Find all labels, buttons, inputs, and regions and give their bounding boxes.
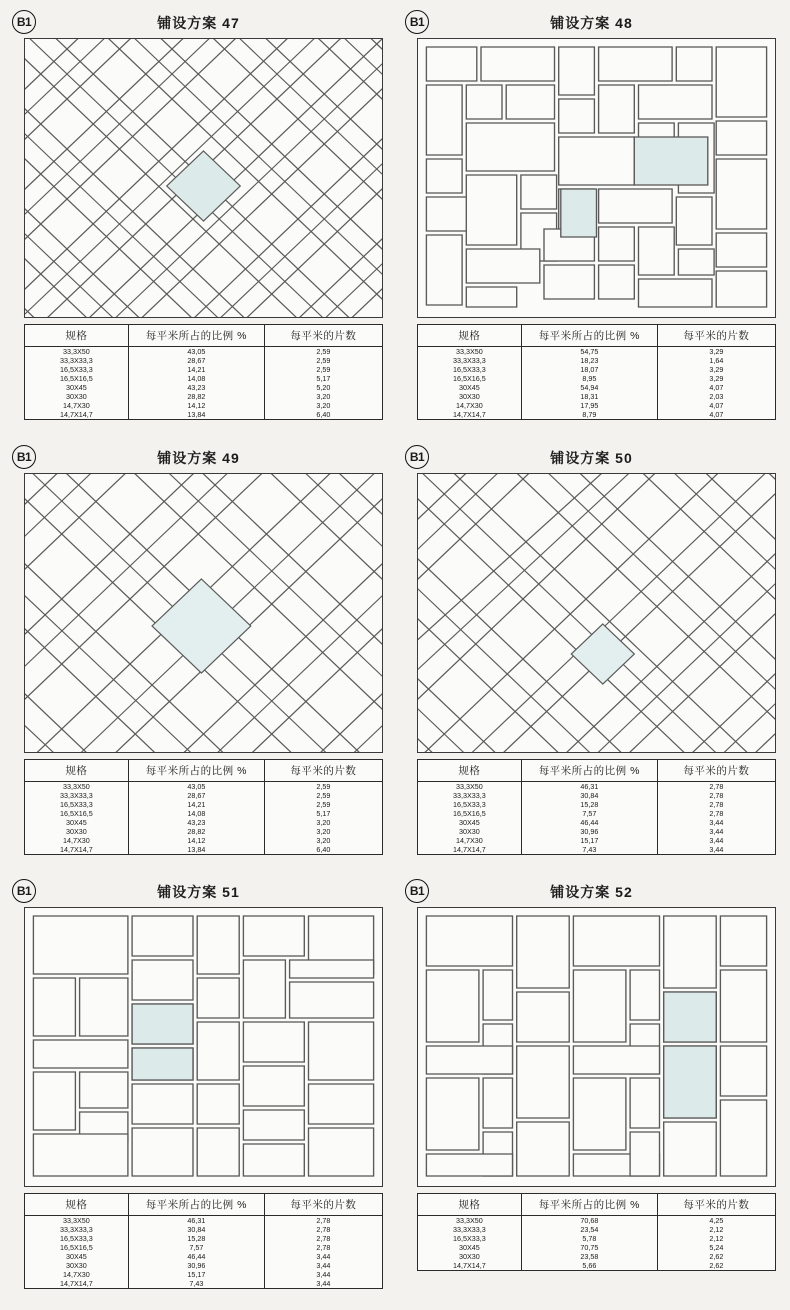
cell-spec: 14,7X30 bbox=[25, 401, 129, 410]
cell-ratio: 8,95 bbox=[521, 374, 657, 383]
cell-spec: 14,7X30 bbox=[418, 836, 522, 845]
col-spec: 规格 bbox=[25, 1194, 129, 1216]
cell-spec: 16,5X16,5 bbox=[25, 809, 129, 818]
col-ratio: 每平米所占的比例 % bbox=[128, 1194, 264, 1216]
cell-spec: 33,3X33,3 bbox=[418, 791, 522, 800]
table-row bbox=[25, 1243, 383, 1252]
cell-ratio: 13,84 bbox=[128, 410, 264, 420]
badge-b1: B1 bbox=[405, 10, 429, 34]
table-row bbox=[25, 1234, 383, 1243]
layout-panel bbox=[401, 10, 782, 431]
cell-count: 3,44 bbox=[657, 836, 775, 845]
table-row bbox=[418, 1261, 776, 1271]
layout-panel bbox=[8, 10, 389, 431]
cell-ratio: 14,21 bbox=[128, 365, 264, 374]
cell-spec: 33,3X33,3 bbox=[418, 356, 522, 365]
cell-spec: 30X30 bbox=[25, 1261, 129, 1270]
cell-count: 2,62 bbox=[657, 1252, 775, 1261]
cell-count: 2,03 bbox=[657, 392, 775, 401]
cell-ratio: 46,44 bbox=[521, 818, 657, 827]
cell-spec: 16,5X33,3 bbox=[418, 1234, 522, 1243]
layout-panel bbox=[8, 879, 389, 1300]
cell-count: 3,20 bbox=[264, 836, 382, 845]
badge-b1: B1 bbox=[405, 879, 429, 903]
table-row bbox=[25, 374, 383, 383]
panel-header bbox=[401, 445, 782, 471]
cell-count: 1,64 bbox=[657, 356, 775, 365]
cell-spec: 14,7X14,7 bbox=[25, 1279, 129, 1289]
page-title: 铺设方案 49 bbox=[157, 449, 240, 466]
cell-spec: 14,7X14,7 bbox=[25, 845, 129, 855]
spec-table bbox=[24, 324, 383, 420]
table-row bbox=[418, 781, 776, 791]
cell-spec: 16,5X16,5 bbox=[418, 374, 522, 383]
cell-ratio: 70,68 bbox=[521, 1216, 657, 1226]
panel-header bbox=[401, 879, 782, 905]
col-spec: 规格 bbox=[25, 759, 129, 781]
col-ratio: 每平米所占的比例 % bbox=[521, 1194, 657, 1216]
table-row bbox=[418, 845, 776, 855]
cell-count: 6,40 bbox=[264, 845, 382, 855]
cell-count: 3,44 bbox=[264, 1261, 382, 1270]
cell-spec: 33,3X33,3 bbox=[25, 1225, 129, 1234]
cell-count: 6,40 bbox=[264, 410, 382, 420]
table-row bbox=[25, 1261, 383, 1270]
cell-spec: 33,3X50 bbox=[418, 781, 522, 791]
cell-count: 2,78 bbox=[657, 781, 775, 791]
cell-spec: 14,7X30 bbox=[418, 401, 522, 410]
cell-ratio: 28,67 bbox=[128, 791, 264, 800]
col-ratio: 每平米所占的比例 % bbox=[128, 759, 264, 781]
col-ratio: 每平米所占的比例 % bbox=[128, 325, 264, 347]
page-title: 铺设方案 48 bbox=[550, 15, 633, 31]
cell-ratio: 15,28 bbox=[128, 1234, 264, 1243]
cell-count: 4,25 bbox=[657, 1216, 775, 1226]
cell-ratio: 43,05 bbox=[128, 781, 264, 791]
cell-count: 5,17 bbox=[264, 809, 382, 818]
cell-spec: 30X30 bbox=[418, 827, 522, 836]
layout-panel bbox=[401, 445, 782, 866]
cell-ratio: 23,54 bbox=[521, 1225, 657, 1234]
cell-ratio: 8,79 bbox=[521, 410, 657, 420]
table-row bbox=[418, 410, 776, 420]
col-spec: 规格 bbox=[418, 325, 522, 347]
cell-ratio: 7,57 bbox=[521, 809, 657, 818]
col-count: 每平米的片数 bbox=[264, 325, 382, 347]
col-ratio: 每平米所占的比例 % bbox=[521, 325, 657, 347]
cell-spec: 14,7X30 bbox=[25, 1270, 129, 1279]
table-row bbox=[25, 401, 383, 410]
cell-count: 3,44 bbox=[264, 1279, 382, 1289]
cell-spec: 33,3X50 bbox=[25, 347, 129, 357]
cell-count: 5,17 bbox=[264, 374, 382, 383]
table-row bbox=[418, 356, 776, 365]
cell-count: 2,78 bbox=[657, 809, 775, 818]
cell-count: 3,20 bbox=[264, 401, 382, 410]
cell-count: 2,59 bbox=[264, 365, 382, 374]
cell-ratio: 14,12 bbox=[128, 401, 264, 410]
cell-spec: 33,3X33,3 bbox=[25, 356, 129, 365]
pattern-diagram bbox=[417, 907, 776, 1187]
cell-ratio: 5,66 bbox=[521, 1261, 657, 1271]
cell-count: 4,07 bbox=[657, 410, 775, 420]
cell-ratio: 28,82 bbox=[128, 392, 264, 401]
table-row bbox=[25, 827, 383, 836]
cell-count: 2,78 bbox=[264, 1225, 382, 1234]
table-row bbox=[418, 1243, 776, 1252]
panel-header bbox=[8, 10, 389, 36]
cell-count: 3,29 bbox=[657, 347, 775, 357]
col-count: 每平米的片数 bbox=[657, 1194, 775, 1216]
table-row bbox=[25, 383, 383, 392]
cell-count: 4,07 bbox=[657, 401, 775, 410]
cell-spec: 33,3X50 bbox=[25, 1216, 129, 1226]
cell-ratio: 54,94 bbox=[521, 383, 657, 392]
cell-count: 3,29 bbox=[657, 365, 775, 374]
cell-spec: 33,3X50 bbox=[418, 1216, 522, 1226]
cell-ratio: 15,17 bbox=[521, 836, 657, 845]
col-count: 每平米的片数 bbox=[657, 325, 775, 347]
table-row bbox=[25, 809, 383, 818]
cell-ratio: 18,07 bbox=[521, 365, 657, 374]
cell-ratio: 14,21 bbox=[128, 800, 264, 809]
cell-spec: 14,7X14,7 bbox=[418, 845, 522, 855]
cell-spec: 14,7X14,7 bbox=[418, 1261, 522, 1271]
layout-panel bbox=[8, 445, 389, 866]
cell-spec: 30X45 bbox=[418, 1243, 522, 1252]
cell-spec: 16,5X16,5 bbox=[25, 1243, 129, 1252]
table-row bbox=[25, 1279, 383, 1289]
col-spec: 规格 bbox=[418, 1194, 522, 1216]
col-count: 每平米的片数 bbox=[657, 759, 775, 781]
badge-b1: B1 bbox=[12, 10, 36, 34]
badge-b1: B1 bbox=[12, 879, 36, 903]
cell-count: 3,20 bbox=[264, 827, 382, 836]
table-row bbox=[25, 1225, 383, 1234]
cell-ratio: 7,43 bbox=[521, 845, 657, 855]
cell-spec: 33,3X33,3 bbox=[25, 791, 129, 800]
cell-count: 3,44 bbox=[657, 845, 775, 855]
table-row bbox=[418, 1225, 776, 1234]
badge-b1: B1 bbox=[405, 445, 429, 469]
table-row bbox=[418, 1216, 776, 1226]
page-title: 铺设方案 47 bbox=[157, 15, 240, 31]
cell-spec: 14,7X14,7 bbox=[418, 410, 522, 420]
pattern-diagram bbox=[24, 473, 383, 753]
cell-spec: 16,5X33,3 bbox=[418, 365, 522, 374]
cell-count: 2,59 bbox=[264, 781, 382, 791]
panel-header bbox=[8, 445, 389, 471]
cell-ratio: 14,08 bbox=[128, 374, 264, 383]
spec-table bbox=[24, 759, 383, 855]
cell-count: 4,07 bbox=[657, 383, 775, 392]
pattern-diagram bbox=[24, 907, 383, 1187]
cell-ratio: 30,84 bbox=[521, 791, 657, 800]
cell-ratio: 17,95 bbox=[521, 401, 657, 410]
cell-count: 3,20 bbox=[264, 818, 382, 827]
cell-count: 5,20 bbox=[264, 383, 382, 392]
table-row bbox=[418, 836, 776, 845]
table-row bbox=[418, 818, 776, 827]
pattern-diagram bbox=[417, 38, 776, 318]
cell-spec: 16,5X16,5 bbox=[418, 809, 522, 818]
cell-ratio: 13,84 bbox=[128, 845, 264, 855]
col-ratio: 每平米所占的比例 % bbox=[521, 759, 657, 781]
cell-ratio: 43,23 bbox=[128, 818, 264, 827]
table-row bbox=[418, 827, 776, 836]
panel-grid bbox=[8, 10, 782, 1300]
cell-count: 2,59 bbox=[264, 356, 382, 365]
cell-spec: 16,5X33,3 bbox=[25, 800, 129, 809]
badge-b1: B1 bbox=[12, 445, 36, 469]
cell-spec: 33,3X33,3 bbox=[418, 1225, 522, 1234]
table-row bbox=[418, 401, 776, 410]
col-spec: 规格 bbox=[25, 325, 129, 347]
table-row bbox=[25, 410, 383, 420]
cell-ratio: 43,05 bbox=[128, 347, 264, 357]
cell-ratio: 14,08 bbox=[128, 809, 264, 818]
cell-count: 2,78 bbox=[264, 1216, 382, 1226]
cell-spec: 30X30 bbox=[25, 827, 129, 836]
cell-spec: 16,5X16,5 bbox=[25, 374, 129, 383]
cell-ratio: 14,12 bbox=[128, 836, 264, 845]
pattern-diagram bbox=[24, 38, 383, 318]
cell-ratio: 43,23 bbox=[128, 383, 264, 392]
page-title: 铺设方案 52 bbox=[550, 884, 633, 901]
cell-spec: 30X45 bbox=[25, 383, 129, 392]
spec-table bbox=[24, 1193, 383, 1289]
cell-count: 2,78 bbox=[657, 791, 775, 800]
col-count: 每平米的片数 bbox=[264, 759, 382, 781]
panel-header bbox=[8, 879, 389, 905]
cell-count: 3,29 bbox=[657, 374, 775, 383]
cell-ratio: 70,75 bbox=[521, 1243, 657, 1252]
cell-count: 2,59 bbox=[264, 791, 382, 800]
pattern-diagram bbox=[417, 473, 776, 753]
panel-header bbox=[401, 10, 782, 36]
cell-spec: 16,5X33,3 bbox=[25, 1234, 129, 1243]
cell-ratio: 7,43 bbox=[128, 1279, 264, 1289]
cell-spec: 30X45 bbox=[25, 1252, 129, 1261]
table-row bbox=[418, 1252, 776, 1261]
col-spec: 规格 bbox=[418, 759, 522, 781]
cell-spec: 33,3X50 bbox=[418, 347, 522, 357]
cell-ratio: 28,82 bbox=[128, 827, 264, 836]
cell-spec: 16,5X33,3 bbox=[418, 800, 522, 809]
table-row bbox=[418, 392, 776, 401]
cell-spec: 30X45 bbox=[418, 818, 522, 827]
cell-count: 2,59 bbox=[264, 347, 382, 357]
cell-spec: 30X30 bbox=[25, 392, 129, 401]
cell-ratio: 15,28 bbox=[521, 800, 657, 809]
cell-ratio: 30,84 bbox=[128, 1225, 264, 1234]
cell-count: 3,44 bbox=[264, 1270, 382, 1279]
spec-table bbox=[417, 759, 776, 855]
table-row bbox=[25, 392, 383, 401]
table-row bbox=[25, 356, 383, 365]
cell-ratio: 54,75 bbox=[521, 347, 657, 357]
table-row bbox=[25, 836, 383, 845]
cell-count: 2,59 bbox=[264, 800, 382, 809]
cell-spec: 33,3X50 bbox=[25, 781, 129, 791]
table-row bbox=[25, 781, 383, 791]
table-row bbox=[418, 374, 776, 383]
table-row bbox=[25, 1252, 383, 1261]
cell-count: 3,20 bbox=[264, 392, 382, 401]
cell-ratio: 46,31 bbox=[128, 1216, 264, 1226]
page-title: 铺设方案 50 bbox=[550, 449, 633, 466]
col-count: 每平米的片数 bbox=[264, 1194, 382, 1216]
table-row bbox=[25, 1270, 383, 1279]
table-row bbox=[25, 347, 383, 357]
cell-ratio: 30,96 bbox=[521, 827, 657, 836]
cell-spec: 30X30 bbox=[418, 1252, 522, 1261]
cell-ratio: 15,17 bbox=[128, 1270, 264, 1279]
cell-count: 2,62 bbox=[657, 1261, 775, 1271]
cell-count: 3,44 bbox=[657, 818, 775, 827]
page-title: 铺设方案 51 bbox=[157, 884, 240, 901]
cell-ratio: 18,23 bbox=[521, 356, 657, 365]
cell-count: 2,12 bbox=[657, 1234, 775, 1243]
cell-ratio: 5,78 bbox=[521, 1234, 657, 1243]
spec-table bbox=[417, 1193, 776, 1271]
cell-ratio: 30,96 bbox=[128, 1261, 264, 1270]
cell-ratio: 46,31 bbox=[521, 781, 657, 791]
table-row bbox=[418, 1234, 776, 1243]
table-row bbox=[25, 800, 383, 809]
cell-spec: 16,5X33,3 bbox=[25, 365, 129, 374]
cell-count: 3,44 bbox=[657, 827, 775, 836]
table-row bbox=[418, 383, 776, 392]
cell-spec: 14,7X14,7 bbox=[25, 410, 129, 420]
cell-ratio: 23,58 bbox=[521, 1252, 657, 1261]
cell-spec: 30X30 bbox=[418, 392, 522, 401]
cell-count: 2,78 bbox=[657, 800, 775, 809]
cell-count: 5,24 bbox=[657, 1243, 775, 1252]
cell-count: 2,12 bbox=[657, 1225, 775, 1234]
cell-count: 2,78 bbox=[264, 1234, 382, 1243]
cell-count: 3,44 bbox=[264, 1252, 382, 1261]
table-row bbox=[418, 800, 776, 809]
cell-spec: 14,7X30 bbox=[25, 836, 129, 845]
spec-table bbox=[417, 324, 776, 420]
cell-ratio: 7,57 bbox=[128, 1243, 264, 1252]
table-row bbox=[25, 365, 383, 374]
cell-ratio: 28,67 bbox=[128, 356, 264, 365]
table-row bbox=[418, 809, 776, 818]
table-row bbox=[418, 365, 776, 374]
table-row bbox=[25, 1216, 383, 1226]
table-row bbox=[25, 791, 383, 800]
table-row bbox=[418, 347, 776, 357]
table-row bbox=[25, 845, 383, 855]
cell-spec: 30X45 bbox=[418, 383, 522, 392]
cell-spec: 30X45 bbox=[25, 818, 129, 827]
table-row bbox=[418, 791, 776, 800]
layout-panel bbox=[401, 879, 782, 1300]
cell-ratio: 18,31 bbox=[521, 392, 657, 401]
cell-ratio: 46,44 bbox=[128, 1252, 264, 1261]
table-row bbox=[25, 818, 383, 827]
cell-count: 2,78 bbox=[264, 1243, 382, 1252]
